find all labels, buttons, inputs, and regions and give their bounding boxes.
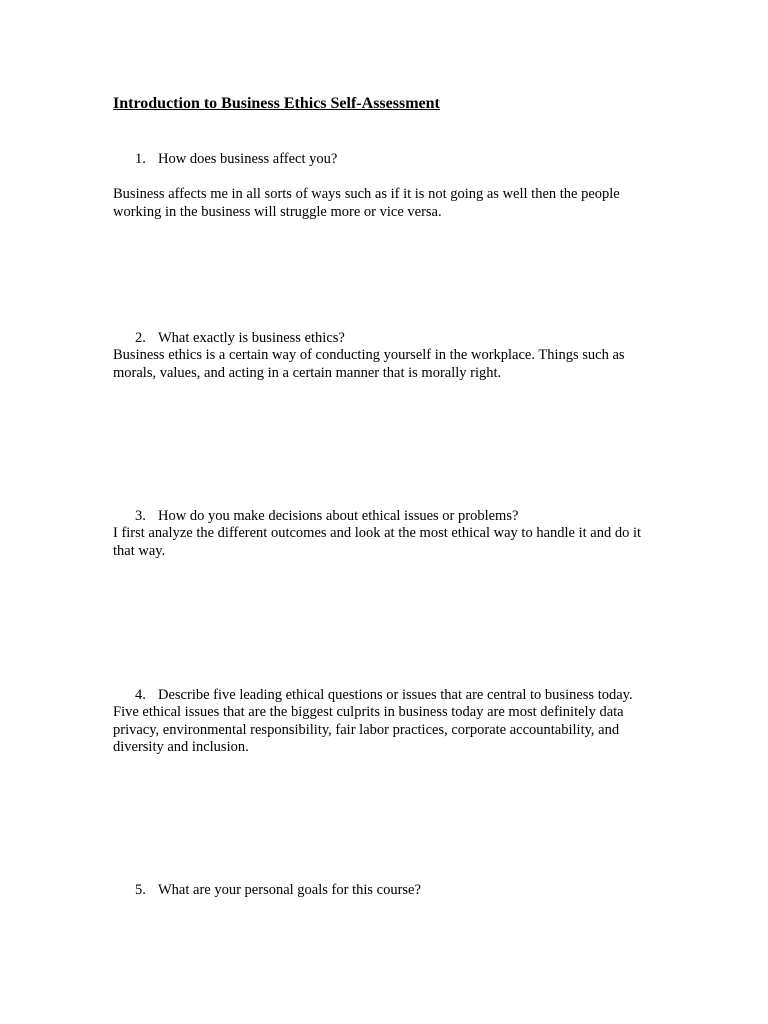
question-number: 5. xyxy=(135,882,146,898)
question-5 xyxy=(135,881,421,899)
answer-2: Business ethics is a certain way of conducting yourself in the workplace. Things such as morals, values, and acting in a certain manner that is morally right. xyxy=(113,347,625,381)
answer-1: Business affects me in all sorts of ways such as if it is not going as well then the people working in the business will struggle more or vice versa. xyxy=(113,186,620,220)
question-3 xyxy=(135,507,518,525)
question-4 xyxy=(135,686,633,704)
question-number: 1. xyxy=(135,151,146,167)
question-number: 4. xyxy=(135,687,146,703)
question-text: What are your personal goals for this course? xyxy=(158,882,421,898)
answer-4: Five ethical issues that are the biggest culprits in business today are most definitely data privacy, environmental responsibility, fair labor practices, corporate accountability, and diversity and inclusion. xyxy=(113,704,624,755)
question-text: What exactly is business ethics? xyxy=(158,330,345,346)
answer-3: I first analyze the different outcomes and look at the most ethical way to handle it and do it that way. xyxy=(113,525,642,559)
question-text: How do you make decisions about ethical issues or problems? xyxy=(158,508,519,524)
question-text: How does business affect you? xyxy=(158,151,338,167)
question-number: 2. xyxy=(135,330,146,346)
question-1 xyxy=(135,150,337,168)
question-2 xyxy=(135,329,345,347)
question-number: 3. xyxy=(135,508,146,524)
question-text: Describe five leading ethical questions or issues that are central to business today. xyxy=(158,687,633,703)
document-title: Introduction to Business Ethics Self-Assessment xyxy=(113,95,440,112)
